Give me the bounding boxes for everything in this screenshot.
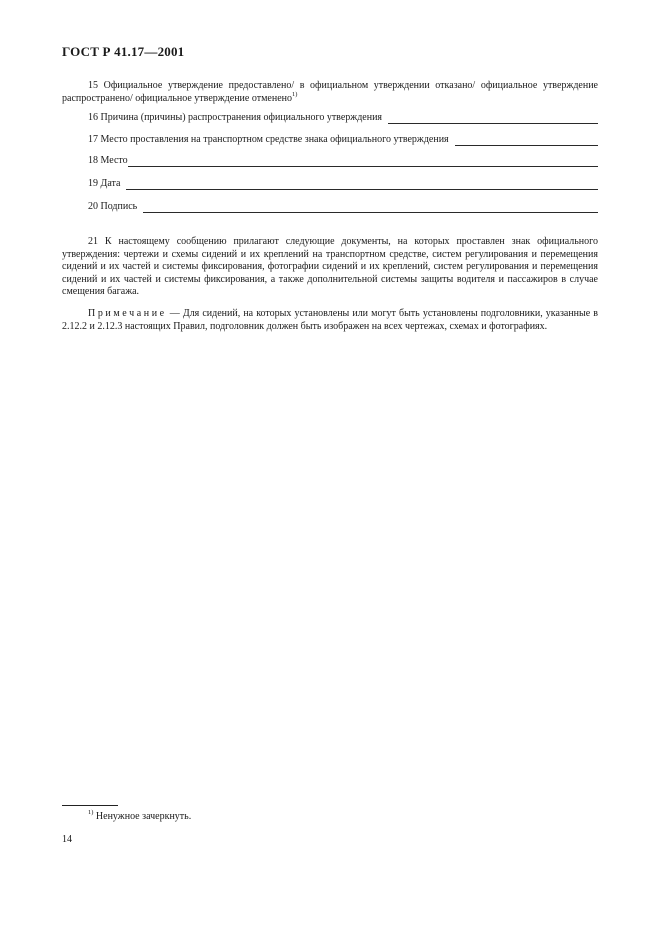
- field-19-blank[interactable]: [126, 179, 598, 190]
- field-18-label: 18 Место: [88, 155, 128, 166]
- field-17-label: 17 Место проставления на транспортном средстве знака официального утверждения: [88, 134, 449, 145]
- note-text: — Для сидений, на которых установлены или могут быть установлены подголовники, указанные в 2.12.2 и 2.12.3 настоящих Правил, подголовник должен быть изображен на всех чертежах, схемах и фотографиях.: [62, 308, 598, 332]
- item-15-text: 15 Официальное утверждение предоставлено/ в официальном утверждении отказано/ официальное утверждение распространено/ официальное утверждение отменено: [62, 80, 598, 104]
- footnote-marker: 1): [88, 809, 94, 816]
- field-17: [88, 134, 598, 146]
- field-19: [88, 178, 598, 190]
- field-20-label: 20 Подпись: [88, 201, 138, 212]
- footnote: [88, 811, 191, 823]
- field-16-blank[interactable]: [388, 113, 598, 124]
- note: [62, 308, 598, 333]
- footnote-text: Ненужное зачеркнуть.: [93, 811, 192, 822]
- field-18-blank[interactable]: [128, 156, 598, 167]
- field-16-label: 16 Причина (причины) распространения официального утверждения: [88, 112, 383, 123]
- field-20: [88, 201, 598, 213]
- item-21-text: 21 К настоящему сообщению прилагают следующие документы, на которых проставлен знак официального утверждения: чертежи и схемы сидений и их креплений на транспортном средстве, систем регулирования и перемещения сидений и их частей и системы фиксирования, фотографии сидений и их креплений, систем регулирования и перемещения сидений и их частей и системы фиксирования, а также дополнительной системы защиты водителя и пассажиров в случае смещения багажа.: [62, 236, 598, 297]
- item-15: [62, 80, 598, 105]
- footnote-ref: 1): [292, 90, 298, 98]
- field-19-label: 19 Дата: [88, 178, 121, 189]
- item-21: [62, 236, 598, 299]
- note-label: Примечание: [88, 308, 167, 319]
- page-number: 14: [62, 834, 72, 845]
- footnote-separator: [62, 805, 118, 806]
- field-17-blank[interactable]: [455, 135, 598, 146]
- field-18: [88, 155, 598, 167]
- field-16: [88, 112, 598, 124]
- field-20-blank[interactable]: [143, 202, 598, 213]
- document-header: ГОСТ Р 41.17—2001: [62, 44, 185, 59]
